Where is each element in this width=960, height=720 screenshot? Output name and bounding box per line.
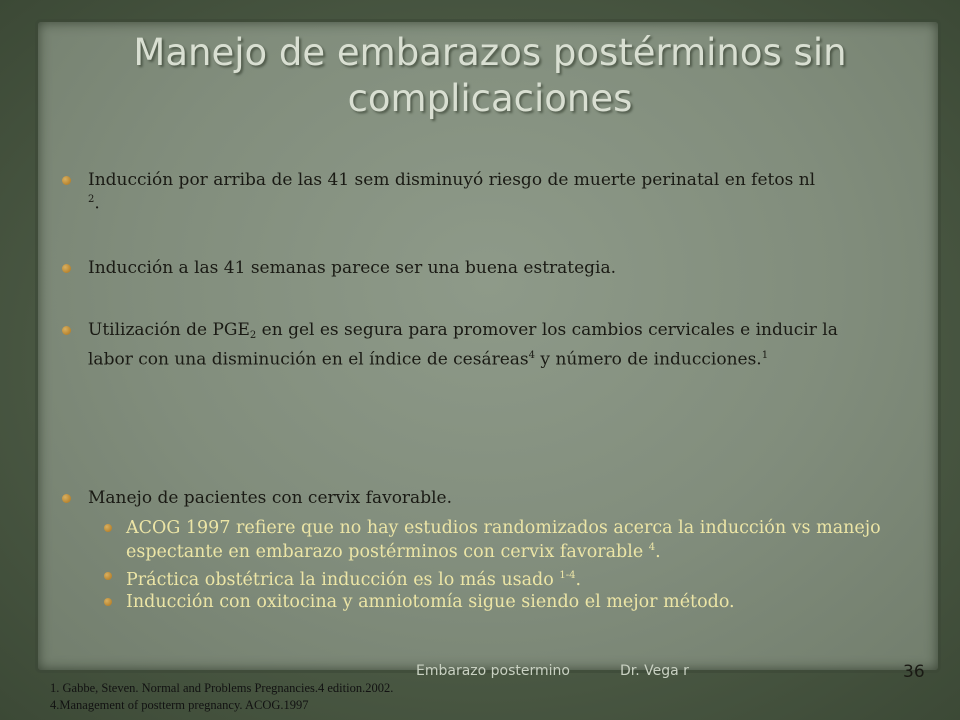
- sub-bullet-text: Inducción con oxitocina y amniotomía sigue siendo el mejor método.: [126, 592, 735, 612]
- bullet-induction-41-weeks: [60, 170, 828, 214]
- page-number: 36: [903, 662, 925, 682]
- bullet-superscript: 2: [88, 194, 95, 205]
- bullet-subscript: 2: [249, 330, 257, 341]
- bullet-dot-icon: [62, 176, 71, 185]
- sub-bullet-superscript: 1-4: [559, 570, 576, 581]
- bullet-text: Inducción por arriba de las 41 sem disminuyó riesgo de muerte perinatal en fetos nl: [88, 170, 816, 190]
- sub-bullet-dot-icon: [104, 598, 112, 606]
- footer-author: Dr. Vega r: [620, 663, 689, 679]
- reference-4: 4.Management of postterm pregnancy. ACOG.1997: [50, 698, 309, 712]
- footer-topic: Embarazo postermino: [416, 663, 570, 679]
- sub-bullet-dot-icon: [104, 572, 112, 580]
- sub-bullet-text: Práctica obstétrica la inducción es lo más usado: [126, 569, 560, 590]
- sub-bullet-superscript: 4: [648, 542, 656, 553]
- bullet-text: en gel es segura para promover los cambios cervicales e inducir la labor con una disminución en el índice de cesáreas: [88, 320, 838, 370]
- bullet-text: Manejo de pacientes con cervix favorable.: [88, 488, 452, 508]
- bullet-dot-icon: [62, 264, 71, 273]
- reference-1: 1. Gabbe, Steven. Normal and Problems Pregnancies.4 edition.2002.: [50, 681, 394, 695]
- bullet-pge2-gel: [60, 320, 878, 370]
- bullet-text: Utilización de PGE: [88, 320, 250, 340]
- bullet-text: y número de inducciones.: [535, 349, 762, 370]
- bullet-superscript: 1: [761, 350, 769, 361]
- slide-title: Manejo de embarazos postérminos sin complicaciones: [133, 31, 847, 120]
- sub-bullet-dot-icon: [104, 524, 112, 532]
- bullet-text: .: [94, 193, 100, 214]
- sub-bullet-obstetric-practice: [104, 566, 916, 590]
- sub-bullet-acog: [104, 518, 916, 562]
- bullet-induction-strategy: [60, 258, 848, 278]
- bullet-superscript: 4: [528, 350, 536, 361]
- sub-bullet-text: .: [575, 569, 582, 590]
- sub-bullet-oxytocin: [104, 592, 916, 612]
- sub-bullet-text: .: [655, 541, 661, 562]
- bullet-dot-icon: [62, 494, 71, 503]
- bullet-dot-icon: [62, 326, 71, 335]
- sub-bullet-text: ACOG 1997 refiere que no hay estudios randomizados acerca la inducción vs manejo espectante en embarazo postérminos con cervix favorable: [126, 518, 881, 562]
- bullet-favorable-cervix: [60, 488, 848, 508]
- bullet-text: Inducción a las 41 semanas parece ser una buena estrategia.: [88, 258, 617, 278]
